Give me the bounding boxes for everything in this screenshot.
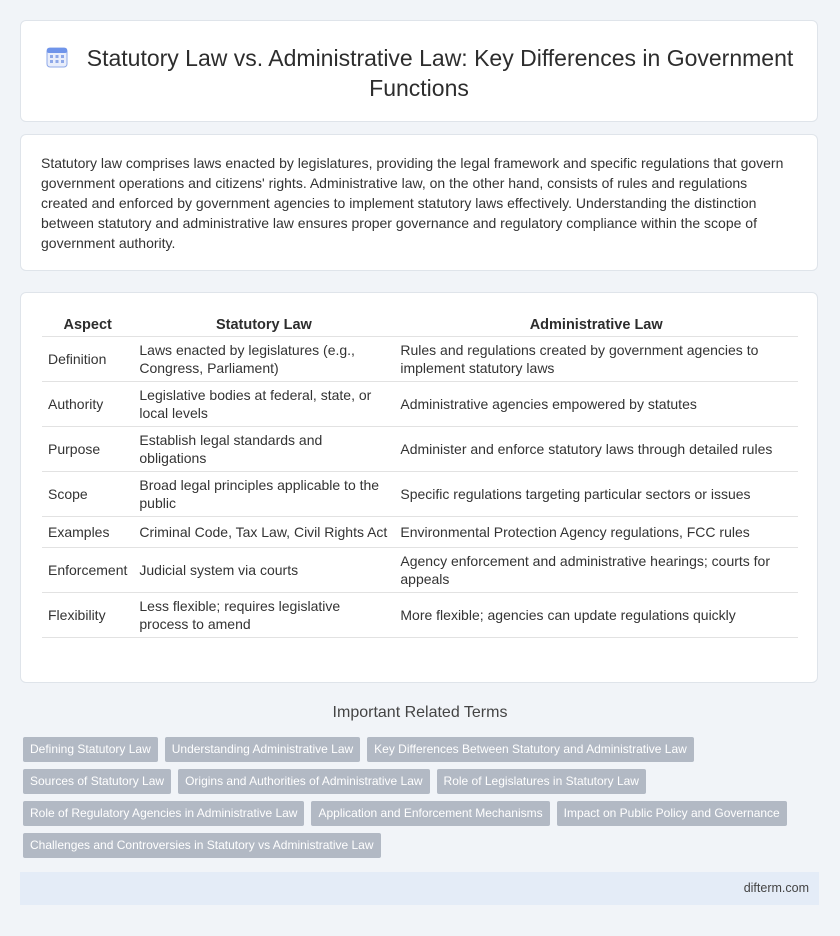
related-term-tag[interactable]: Role of Regulatory Agencies in Administrative Law <box>23 801 304 826</box>
cell-aspect: Enforcement <box>42 548 133 593</box>
cell-aspect: Scope <box>42 472 133 517</box>
footer-site[interactable]: difterm.com <box>743 881 809 895</box>
comparison-table <box>42 311 798 638</box>
related-term-tag[interactable]: Origins and Authorities of Administrative Law <box>178 769 429 794</box>
table-header-row <box>42 311 798 337</box>
header-card <box>20 20 818 122</box>
table-row <box>42 472 798 517</box>
cell-statutory: Legislative bodies at federal, state, or local levels <box>133 382 394 427</box>
comparison-card <box>20 292 818 683</box>
intro-text: Statutory law comprises laws enacted by legislatures, providing the legal framework and specific regulations that govern government operations and citizens' rights. Administrative law, on the other hand, consists of rules and regulations created and enforced by government agencies to implement statutory laws effectively. Understanding the distinction between statutory and administrative law ensures proper governance and regulatory compliance within the scope of government authority. <box>41 155 784 251</box>
header-administrative: Administrative Law <box>394 311 798 337</box>
cell-statutory: Establish legal standards and obligations <box>133 427 394 472</box>
table-row <box>42 337 798 382</box>
table-row <box>42 427 798 472</box>
related-term-tag[interactable]: Defining Statutory Law <box>23 737 158 762</box>
cell-administrative: Agency enforcement and administrative hearings; courts for appeals <box>394 548 798 593</box>
cell-statutory: Laws enacted by legislatures (e.g., Congress, Parliament) <box>133 337 394 382</box>
header-statutory: Statutory Law <box>133 311 394 337</box>
related-term-tag[interactable]: Challenges and Controversies in Statutory vs Administrative Law <box>23 833 381 858</box>
cell-administrative: More flexible; agencies can update regulations quickly <box>394 593 798 638</box>
footer <box>20 872 819 905</box>
cell-statutory: Criminal Code, Tax Law, Civil Rights Act <box>133 517 394 548</box>
cell-administrative: Administer and enforce statutory laws through detailed rules <box>394 427 798 472</box>
related-term-tag[interactable]: Understanding Administrative Law <box>165 737 360 762</box>
cell-administrative: Environmental Protection Agency regulations, FCC rules <box>394 517 798 548</box>
cell-administrative: Administrative agencies empowered by statutes <box>394 382 798 427</box>
cell-administrative: Specific regulations targeting particular sectors or issues <box>394 472 798 517</box>
related-term-tag[interactable]: Key Differences Between Statutory and Administrative Law <box>367 737 694 762</box>
cell-aspect: Purpose <box>42 427 133 472</box>
table-row <box>42 517 798 548</box>
cell-administrative: Rules and regulations created by government agencies to implement statutory laws <box>394 337 798 382</box>
table-row <box>42 382 798 427</box>
cell-statutory: Broad legal principles applicable to the public <box>133 472 394 517</box>
related-terms-title: Important Related Terms <box>332 704 508 721</box>
cell-aspect: Definition <box>42 337 133 382</box>
cell-aspect: Examples <box>42 517 133 548</box>
intro-card <box>20 134 818 271</box>
related-terms-list <box>23 737 813 865</box>
page-title: Statutory Law vs. Administrative Law: Key Differences in Government Functions <box>86 45 794 101</box>
related-term-tag[interactable]: Role of Legislatures in Statutory Law <box>437 769 646 794</box>
cell-aspect: Authority <box>42 382 133 427</box>
related-term-tag[interactable]: Application and Enforcement Mechanisms <box>311 801 549 826</box>
table-row <box>42 548 798 593</box>
related-term-tag[interactable]: Impact on Public Policy and Governance <box>557 801 787 826</box>
cell-aspect: Flexibility <box>42 593 133 638</box>
calendar-icon <box>45 45 69 69</box>
table-row <box>42 593 798 638</box>
related-term-tag[interactable]: Sources of Statutory Law <box>23 769 171 794</box>
cell-statutory: Less flexible; requires legislative process to amend <box>133 593 394 638</box>
cell-statutory: Judicial system via courts <box>133 548 394 593</box>
header-aspect: Aspect <box>42 311 133 337</box>
page-title-wrap <box>21 43 817 103</box>
